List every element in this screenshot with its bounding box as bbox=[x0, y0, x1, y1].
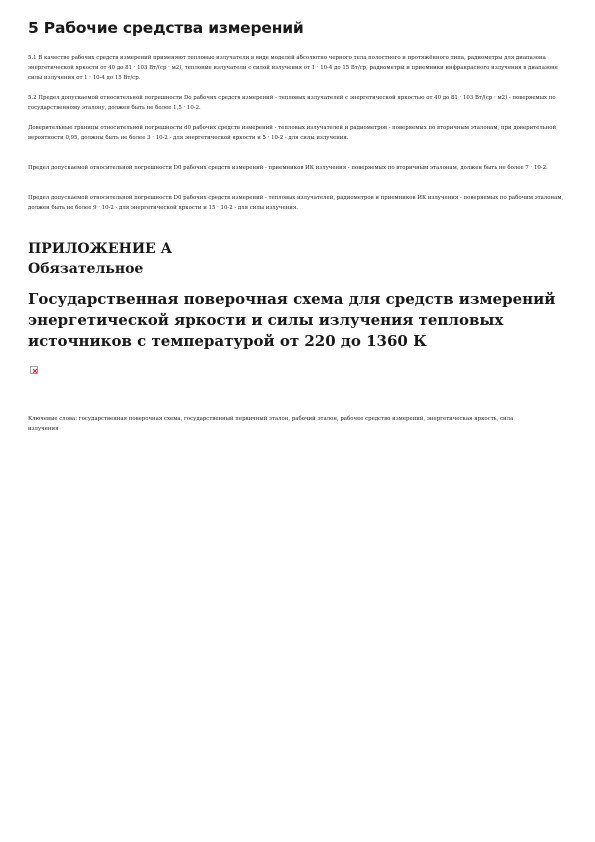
paragraph-5-2: 5.2 Предел допускаемой относительной погрешности Dо рабочих средств измерений - тепловых излучателей с энергетической яркостью от 40 до 81 · 103 Вт/(ср · м2) - поверяемых по государственному эталону, должен быть не более 1,5 · 10-2. bbox=[28, 95, 556, 111]
keywords: Ключевые слова: государственная поверочная схема, государственный первичный эталон, рабочий эталон, рабочее средство измерений, энергетическая яркость, сила излучения bbox=[28, 416, 514, 432]
paragraph-ir-receivers: Предел допускаемой относительной погрешности D0 рабочих средств измерений - приемников ИК излучения - поверяемых по вторичным эталонам, должен быть не более 7 · 10-2. bbox=[28, 165, 548, 171]
broken-image-x-icon bbox=[32, 368, 38, 374]
appendix-title: ПРИЛОЖЕНИЕ А bbox=[28, 241, 172, 257]
paragraph-working-standards: Предел допускаемой относительной погрешности D0 рабочих средств измерений - тепловых излучателей, радиометров и приемников ИК излучения - поверяемых по рабочим эталонам, должен быть не более 9 · 10-2 - для энергетической яркости и 15 · 10-2 - для силы излучения. bbox=[28, 195, 564, 211]
paragraph-5-1: 5.1 В качестве рабочих средств измерений применяют тепловые излучатели в виде моделей абсолютно черного тела полостного и протяжённого типа, радиометры для диапазона энергетической яркости от 40 до 81 · 103 Вт/(ср · м2), тепловые излучатели с силой излучения от 1 · 10-4 до 15 Вт/ср, радиометры и приемники инфракрасного излучения в диапазоне силы излучения от 1 · 10-4 до 15 Вт/ср. bbox=[28, 55, 558, 81]
paragraph-confidence-bounds: Доверительные границы относительной погрешности d0 рабочих средств измерений - тепловых излучателей и радиометров - поверяемых по вторичным эталонам, при доверительной вероятности 0,95, должны быть не более 3 · 10-2 - для энергетической яркости и 5 · 10-2 - для силы излучения. bbox=[28, 125, 557, 141]
broken-image-icon bbox=[30, 366, 38, 374]
section-heading: 5 Рабочие средства измерений bbox=[28, 19, 304, 37]
appendix-subtitle: Обязательное bbox=[28, 261, 144, 277]
scheme-title: Государственная поверочная схема для средств измерений энергетической яркости и силы излучения тепловых источников с температурой от 220 до 1360 К bbox=[28, 290, 556, 350]
